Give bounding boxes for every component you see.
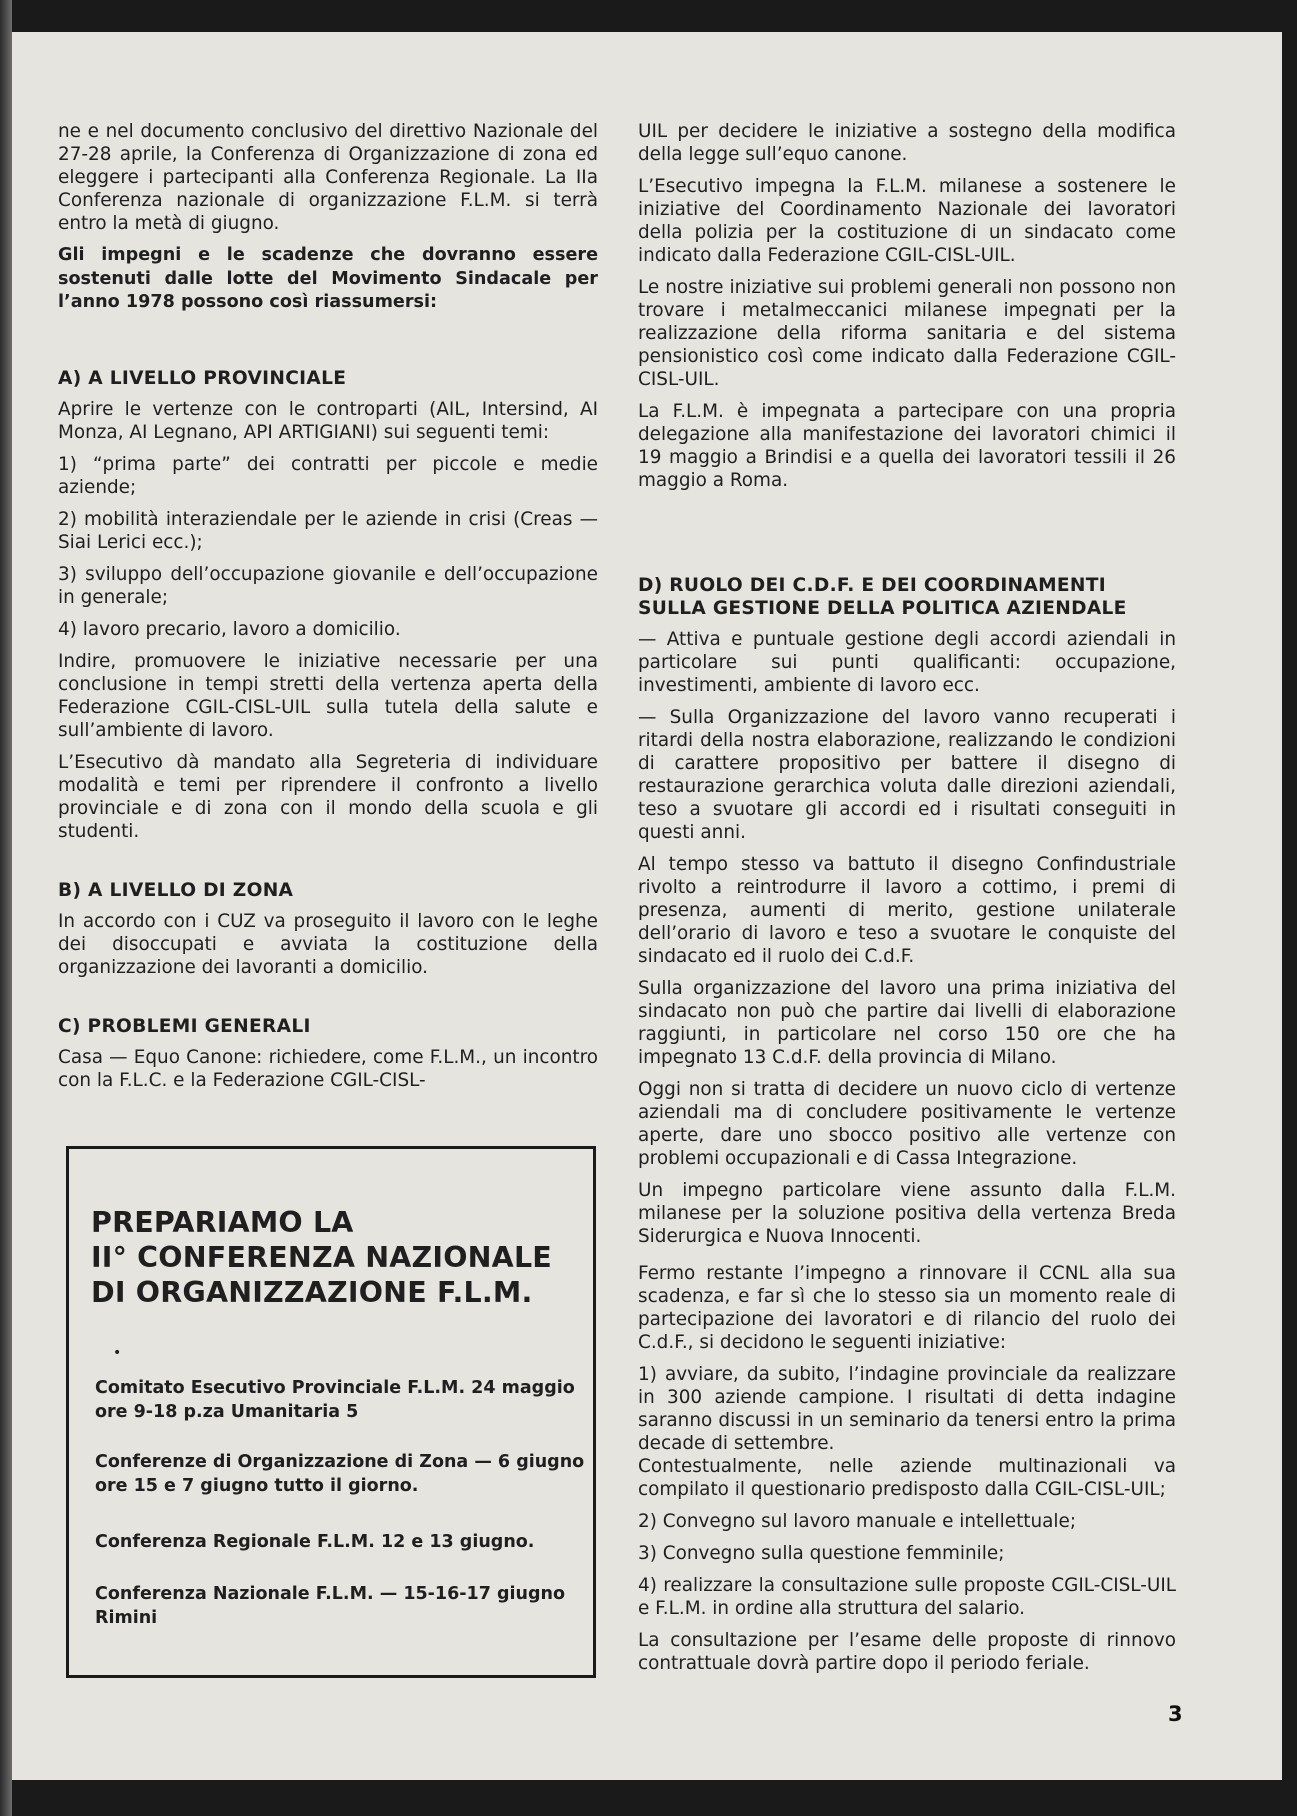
initiative-item-4: 4) realizzare la consultazione sulle proposte CGIL-CISL-UIL e F.L.M. in ordine alla struttura del salario. — [638, 1575, 1176, 1619]
initiative-item-2: 2) Convegno sul lavoro manuale e intellettuale; — [638, 1511, 1077, 1532]
closing-paragraph: La consultazione per l’esame delle proposte di rinnovo contrattuale dovrà partire dopo il periodo feriale. — [638, 1630, 1176, 1674]
event-executive-committee: Comitato Esecutivo Provinciale F.L.M. 24 maggio ore 9-18 p.za Umanitaria 5 — [95, 1378, 575, 1422]
left-column — [58, 120, 598, 1101]
box-title — [91, 1205, 591, 1310]
section-c-paragraph: Casa — Equo Canone: richiedere, come F.L.M., un incontro con la F.L.C. e la Federazione CGIL-CISL- — [58, 1046, 598, 1091]
section-c-heading: C) PROBLEMI GENERALI — [58, 1015, 311, 1037]
section-a-heading: A) A LIVELLO PROVINCIALE — [58, 367, 347, 389]
initiatives-intro: Fermo restante l’impegno a rinnovare il CCNL alla sua scadenza, e far sì che lo stesso sia un momento reale di partecipazione dei lavoratori e di rilancio del ruolo dei C.d.F., si decidono le seguenti iniziative: — [638, 1263, 1176, 1353]
box-title-line: PREPARIAMO LA — [91, 1206, 354, 1239]
right-paragraph: L’Esecutivo impegna la F.L.M. milanese a sostenere le iniziative del Coordinamento Nazionale dei lavoratori della polizia per la costituzione di un sindacato come indicato dalla Federazione CGIL-CISL-UIL. — [638, 176, 1176, 266]
section-a-item: 1) “prima parte” dei contratti per piccole e medie aziende; — [58, 453, 598, 498]
section-b-paragraph: In accordo con i CUZ va proseguito il lavoro con le leghe dei disoccupati e avviata la costituzione della organizzazione dei lavoranti a domicilio. — [58, 910, 598, 978]
right-column — [638, 120, 1176, 1684]
section-d-paragraph: Oggi non si tratta di decidere un nuovo ciclo di vertenze aziendali ma di concludere positivamente le vertenze aperte, dare uno sbocco positivo alle vertenze con problemi occupazionali e di Cassa Integrazione. — [638, 1079, 1176, 1169]
event-national-conference: Conferenza Nazionale F.L.M. — 15-16-17 giugno Rimini — [95, 1584, 565, 1628]
section-a-item: 4) lavoro precario, lavoro a domicilio. — [58, 618, 401, 640]
section-d-paragraph: — Attiva e puntuale gestione degli accordi aziendali in particolare sui punti qualificanti: occupazione, investimenti, ambiente di lavoro ecc. — [638, 629, 1176, 696]
section-a-item: 3) sviluppo dell’occupazione giovanile e dell’occupazione in generale; — [58, 563, 598, 608]
bold-intro-paragraph: Gli impegni e le scadenze che dovranno essere sostenuti dalle lotte del Movimento Sindacale per l’anno 1978 possono così riassumersi: — [58, 245, 598, 312]
right-paragraph: UIL per decidere le iniziative a sostegno della modifica della legge sull’equo canone. — [638, 121, 1176, 165]
page-number: 3 — [1168, 1702, 1183, 1726]
conference-announcement-box — [66, 1146, 596, 1678]
section-d-paragraph: — Sulla Organizzazione del lavoro vanno recuperati i ritardi della nostra elaborazione, realizzando le condizioni di carattere propositivo per battere il disegno di restaurazione gerarchica voluta dalle direzioni aziendali, teso a svuotare gli accordi ed i risultati conseguiti in questi anni. — [638, 707, 1176, 843]
section-a-paragraph: Aprire le vertenze con le controparti (AIL, Intersind, AI Monza, AI Legnano, API ARTIGIANI) sui seguenti temi: — [58, 398, 598, 443]
intro-paragraph: ne e nel documento conclusivo del direttivo Nazionale del 27-28 aprile, la Conferenza di Organizzazione di zona ed eleggere i partecipanti alla Conferenza Regionale. La IIa Conferenza nazionale di organizzazione F.L.M. si terrà entro la metà di giugno. — [58, 121, 598, 234]
section-a-item: 2) mobilità interaziendale per le aziende in crisi (Creas — Siai Lerici ecc.); — [58, 508, 598, 553]
initiative-item-1-continued: Contestualmente, nelle aziende multinazionali va compilato il questionario predisposto dalla CGIL-CISL-UIL; — [638, 1456, 1176, 1500]
section-d-paragraph: Un impegno particolare viene assunto dalla F.L.M. milanese per la soluzione positiva della vertenza Breda Siderurgica e Nuova Innocenti. — [638, 1180, 1176, 1247]
section-a-paragraph: L’Esecutivo dà mandato alla Segreteria di individuare modalità e temi per riprendere il confronto a livello provinciale e di zona con il mondo della scuola e gli studenti. — [58, 751, 598, 842]
section-d-heading-line2: SULLA GESTIONE DELLA POLITICA AZIENDALE — [638, 598, 1127, 619]
section-d-paragraph: Sulla organizzazione del lavoro una prima iniziativa del sindacato non può che partire dai livelli di elaborazione raggiunti, in particolare nel corso 150 ore che ha impegnato 13 C.d.F. della provincia di Milano. — [638, 978, 1176, 1068]
initiative-item-1: 1) avviare, da subito, l’indagine provinciale da realizzare in 300 aziende campione. I risultati di detta indagine saranno discussi in un seminario da tenersi entro la prima decade di settembre. — [638, 1364, 1176, 1454]
page-edge — [0, 0, 12, 1816]
right-paragraph: Le nostre iniziative sui problemi generali non possono non trovare i metalmeccanici milanese impegnati per la realizzazione della riforma sanitaria e del sistema pensionistico così come indicato dalla Federazione CGIL-CISL-UIL. — [638, 277, 1176, 390]
right-paragraph: La F.L.M. è impegnata a partecipare con una propria delegazione alla manifestazione dei lavoratori chimici il 19 maggio a Brindisi e a quella dei lavoratori tessili il 26 maggio a Roma. — [638, 401, 1176, 491]
bullet-dot: • — [113, 1345, 122, 1361]
box-title-line: II° CONFERENZA NAZIONALE — [91, 1241, 552, 1274]
section-d-paragraph: Al tempo stesso va battuto il disegno Confindustriale rivolto a reintrodurre il lavoro a cottimo, i premi di presenza, aumenti di merito, gestione unilaterale dell’orario di lavoro e teso a svuotare le conquiste del sindacato ed il ruolo dei C.d.F. — [638, 854, 1176, 967]
section-b-heading: B) A LIVELLO DI ZONA — [58, 879, 294, 901]
event-zone-conferences: Conferenze di Organizzazione di Zona — 6 giugno ore 15 e 7 giugno tutto il giorno. — [95, 1452, 585, 1496]
box-title-line: DI ORGANIZZAZIONE F.L.M. — [91, 1276, 533, 1309]
initiative-item-3: 3) Convegno sulla questione femminile; — [638, 1543, 1005, 1564]
section-d-heading — [638, 574, 1176, 620]
section-a-paragraph: Indire, promuovere le iniziative necessarie per una conclusione in tempi stretti della vertenza aperta della Federazione CGIL-CISL-UIL sulla tutela della salute e sull’ambiente di lavoro. — [58, 650, 598, 741]
event-regional-conference: Conferenza Regionale F.L.M. 12 e 13 giugno. — [95, 1532, 535, 1552]
section-d-heading-line1: D) RUOLO DEI C.D.F. E DEI COORDINAMENTI — [638, 575, 1106, 596]
